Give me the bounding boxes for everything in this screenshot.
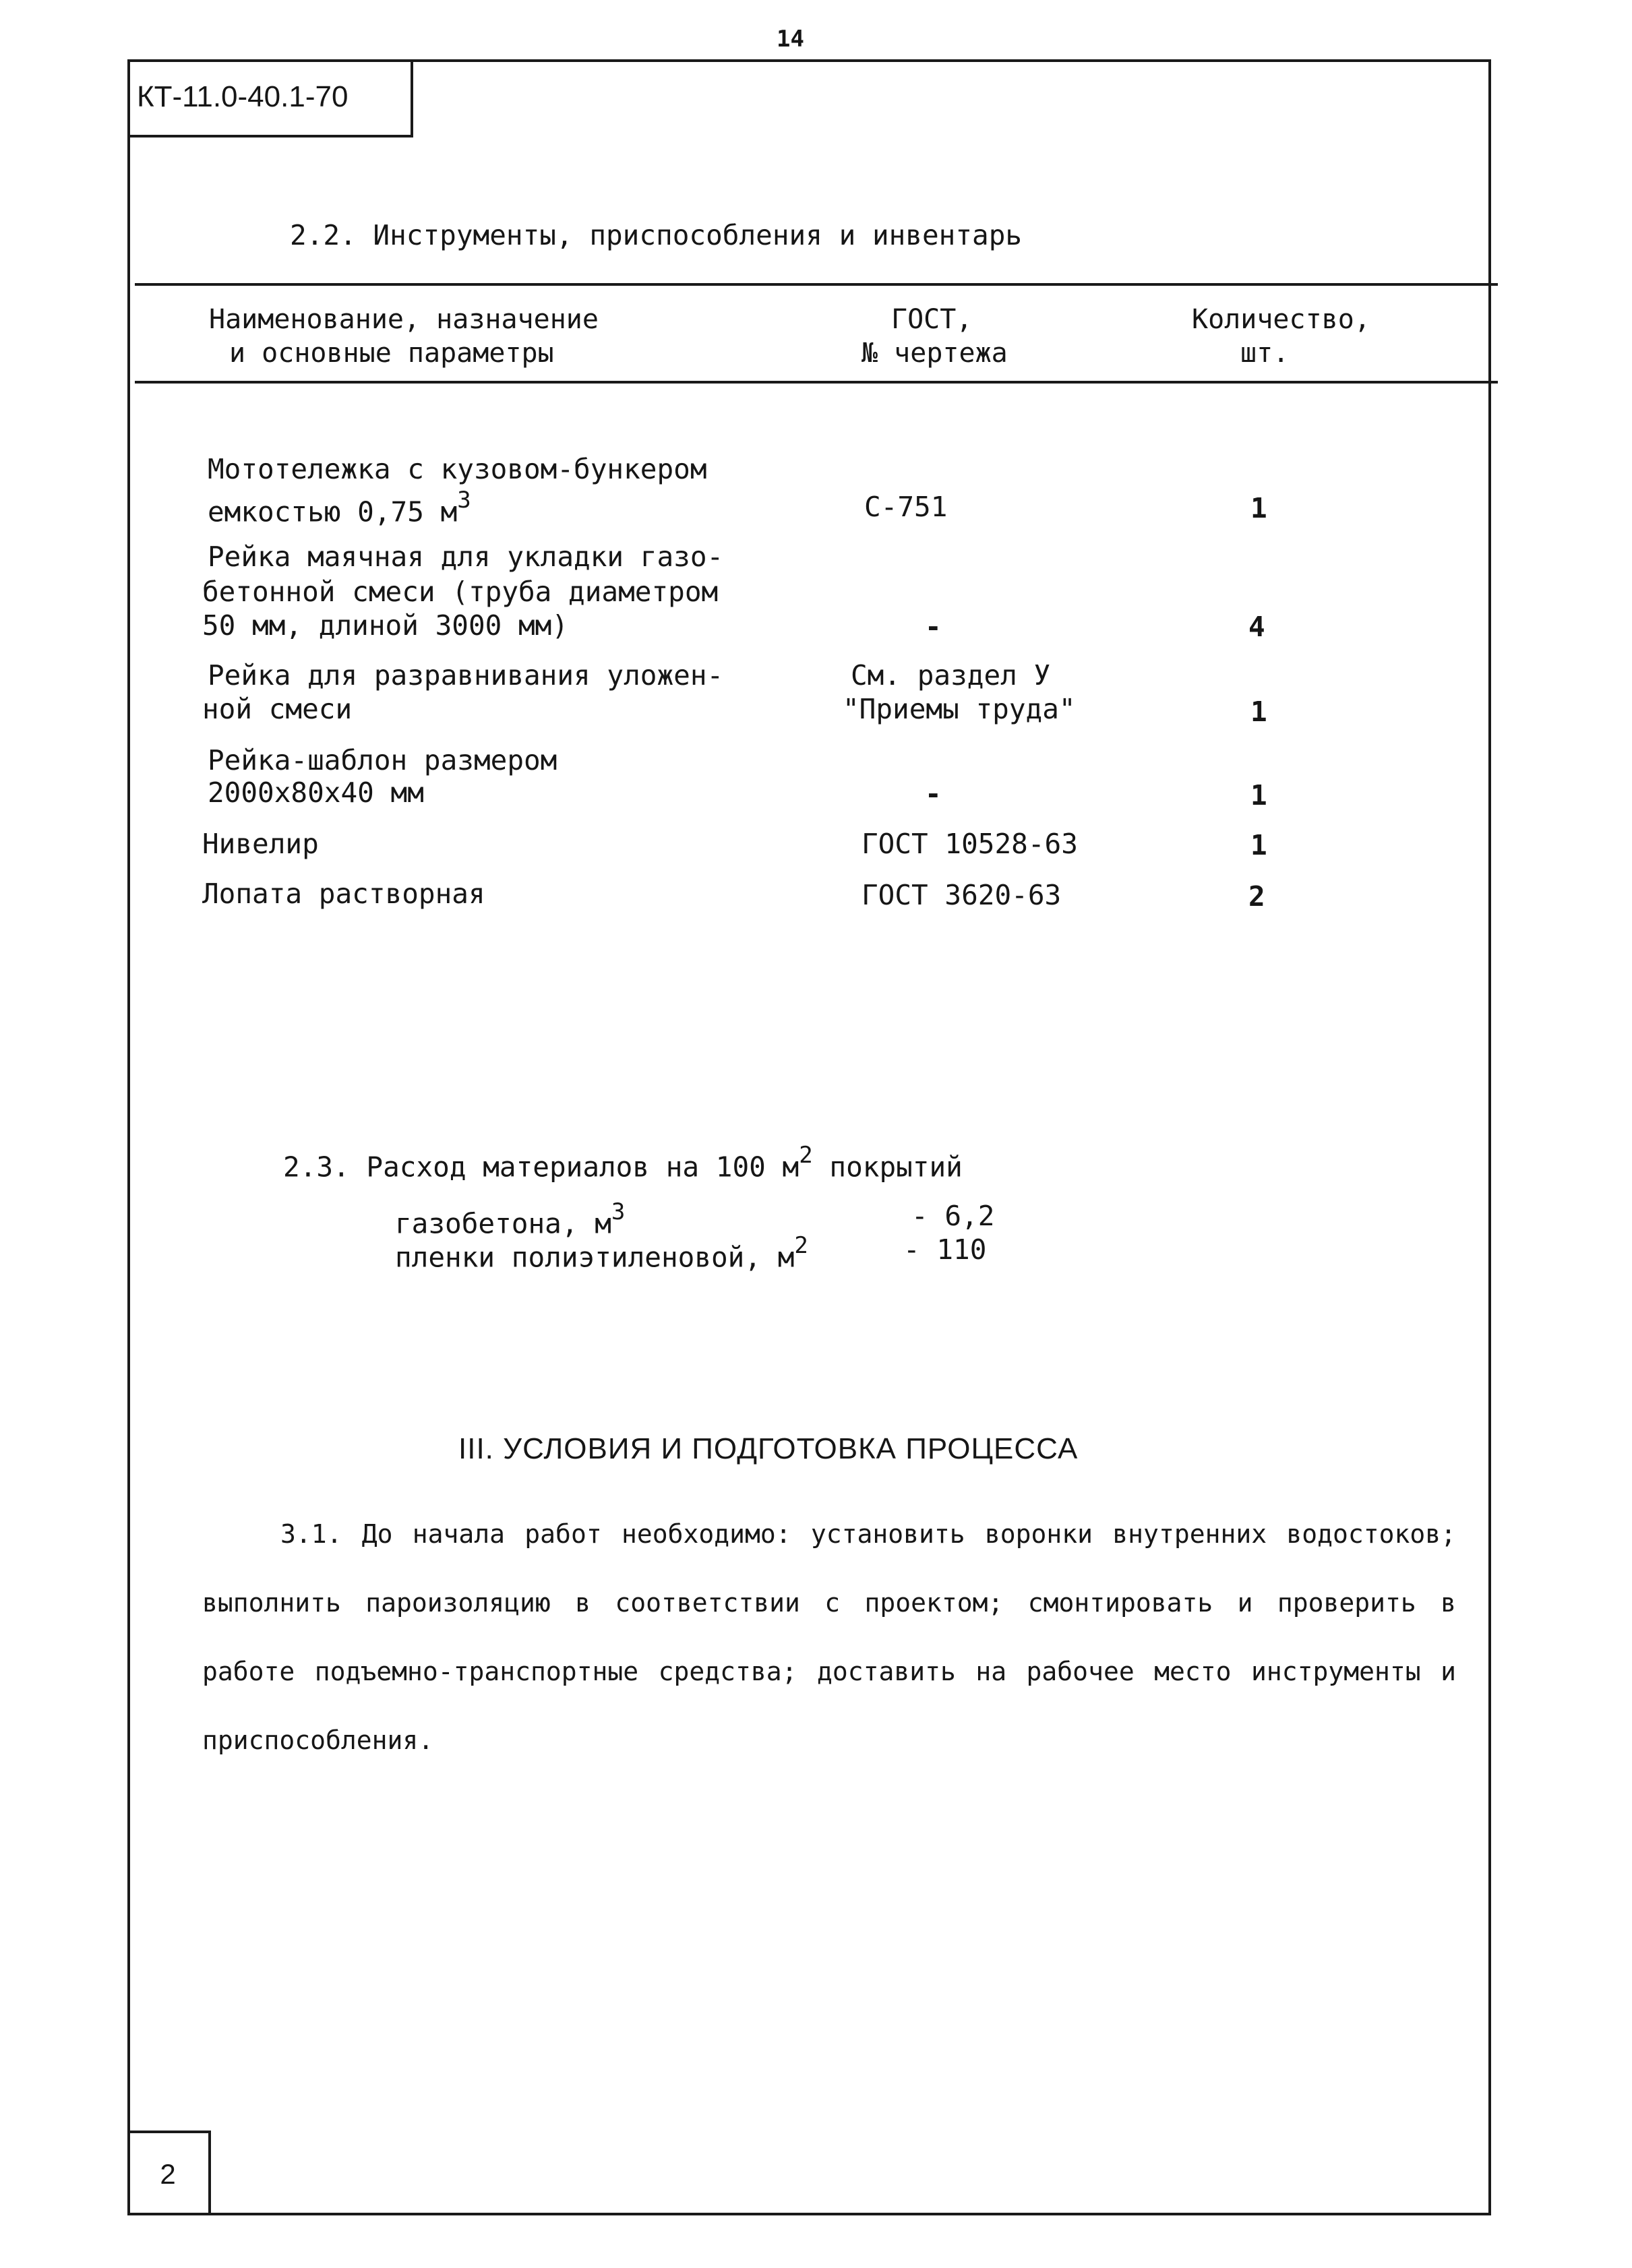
row-1-gost: С-751 bbox=[864, 491, 948, 523]
material-label: пленки полиэтиленовой, $м^2$ bbox=[395, 1232, 808, 1274]
row-3-name-line2: ной смеси bbox=[202, 693, 353, 725]
row-4-gost: - bbox=[925, 778, 942, 810]
row-6-gost: ГОСТ 3620-63 bbox=[862, 879, 1062, 911]
row-2-name-line2: бетонной смеси (труба диаметром bbox=[202, 576, 719, 608]
document-code: КТ-11.0-40.1-70 bbox=[127, 59, 413, 137]
row-5-name: Нивелир bbox=[202, 828, 319, 860]
material-value: - 110 bbox=[903, 1233, 987, 1266]
row-2-name-line1: Рейка маячная для укладки газо- bbox=[208, 541, 724, 573]
page-number: 14 bbox=[777, 26, 804, 53]
row-6-qty: 2 bbox=[1248, 880, 1265, 913]
section-3-paragraph: 3.1. До начала работ необходимо: установить воронки внутренних водостоков; выполнить пароизоляцию в соответствии с проектом; смонтировать и проверить в работе подъемно-транспортные средства; доставить на рабочее место инструменты и приспособления. bbox=[202, 1519, 1456, 1755]
material-label: газобетона, $м^3$ bbox=[395, 1198, 626, 1240]
header-gost-line2: № чертежа bbox=[862, 338, 1008, 369]
row-2-gost: - bbox=[925, 611, 942, 643]
row-1-name-line2: емкостью 0,75 $м^3$ bbox=[208, 487, 471, 528]
row-2-qty: 4 bbox=[1248, 611, 1265, 643]
section-2-2-title: 2.2. Инструменты, приспособления и инвентарь bbox=[290, 219, 1023, 251]
section-2-3-title: 2.3. Расход материалов на 100 $м^2$ покрытий bbox=[283, 1142, 963, 1184]
header-name-line1: Наименование, назначение bbox=[209, 304, 599, 335]
header-qty-line2: шт. bbox=[1240, 338, 1290, 369]
header-gost-line1: ГОСТ, bbox=[891, 304, 973, 335]
row-4-qty: 1 bbox=[1250, 779, 1267, 811]
section-3-heading: III. УСЛОВИЯ И ПОДГОТОВКА ПРОЦЕССА bbox=[458, 1432, 1079, 1465]
row-1-name-line1: Мототележка с кузовом-бункером bbox=[208, 453, 707, 485]
row-3-qty: 1 bbox=[1250, 696, 1267, 728]
row-6-name: Лопата растворная bbox=[202, 878, 485, 910]
table-header-rule bbox=[135, 381, 1498, 384]
row-5-qty: 1 bbox=[1250, 829, 1267, 861]
header-qty-line1: Количество, bbox=[1192, 304, 1370, 335]
row-3-name-line1: Рейка для разравнивания уложен- bbox=[208, 659, 724, 692]
row-5-gost: ГОСТ 10528-63 bbox=[862, 828, 1078, 860]
table-top-rule bbox=[135, 283, 1498, 286]
material-value: - 6,2 bbox=[911, 1200, 995, 1232]
row-4-name-line2: 2000х80х40 мм bbox=[208, 776, 424, 809]
row-4-name-line1: Рейка-шаблон размером bbox=[208, 744, 557, 776]
row-1-qty: 1 bbox=[1250, 492, 1267, 524]
row-3-gost-line2: "Приемы труда" bbox=[843, 693, 1076, 725]
row-3-gost-line1: См. раздел У bbox=[851, 659, 1051, 692]
header-name-line2: и основные параметры bbox=[229, 338, 554, 369]
row-2-name-line3: 50 мм, длиной 3000 мм) bbox=[202, 609, 569, 642]
sheet-number: 2 bbox=[127, 2131, 211, 2215]
